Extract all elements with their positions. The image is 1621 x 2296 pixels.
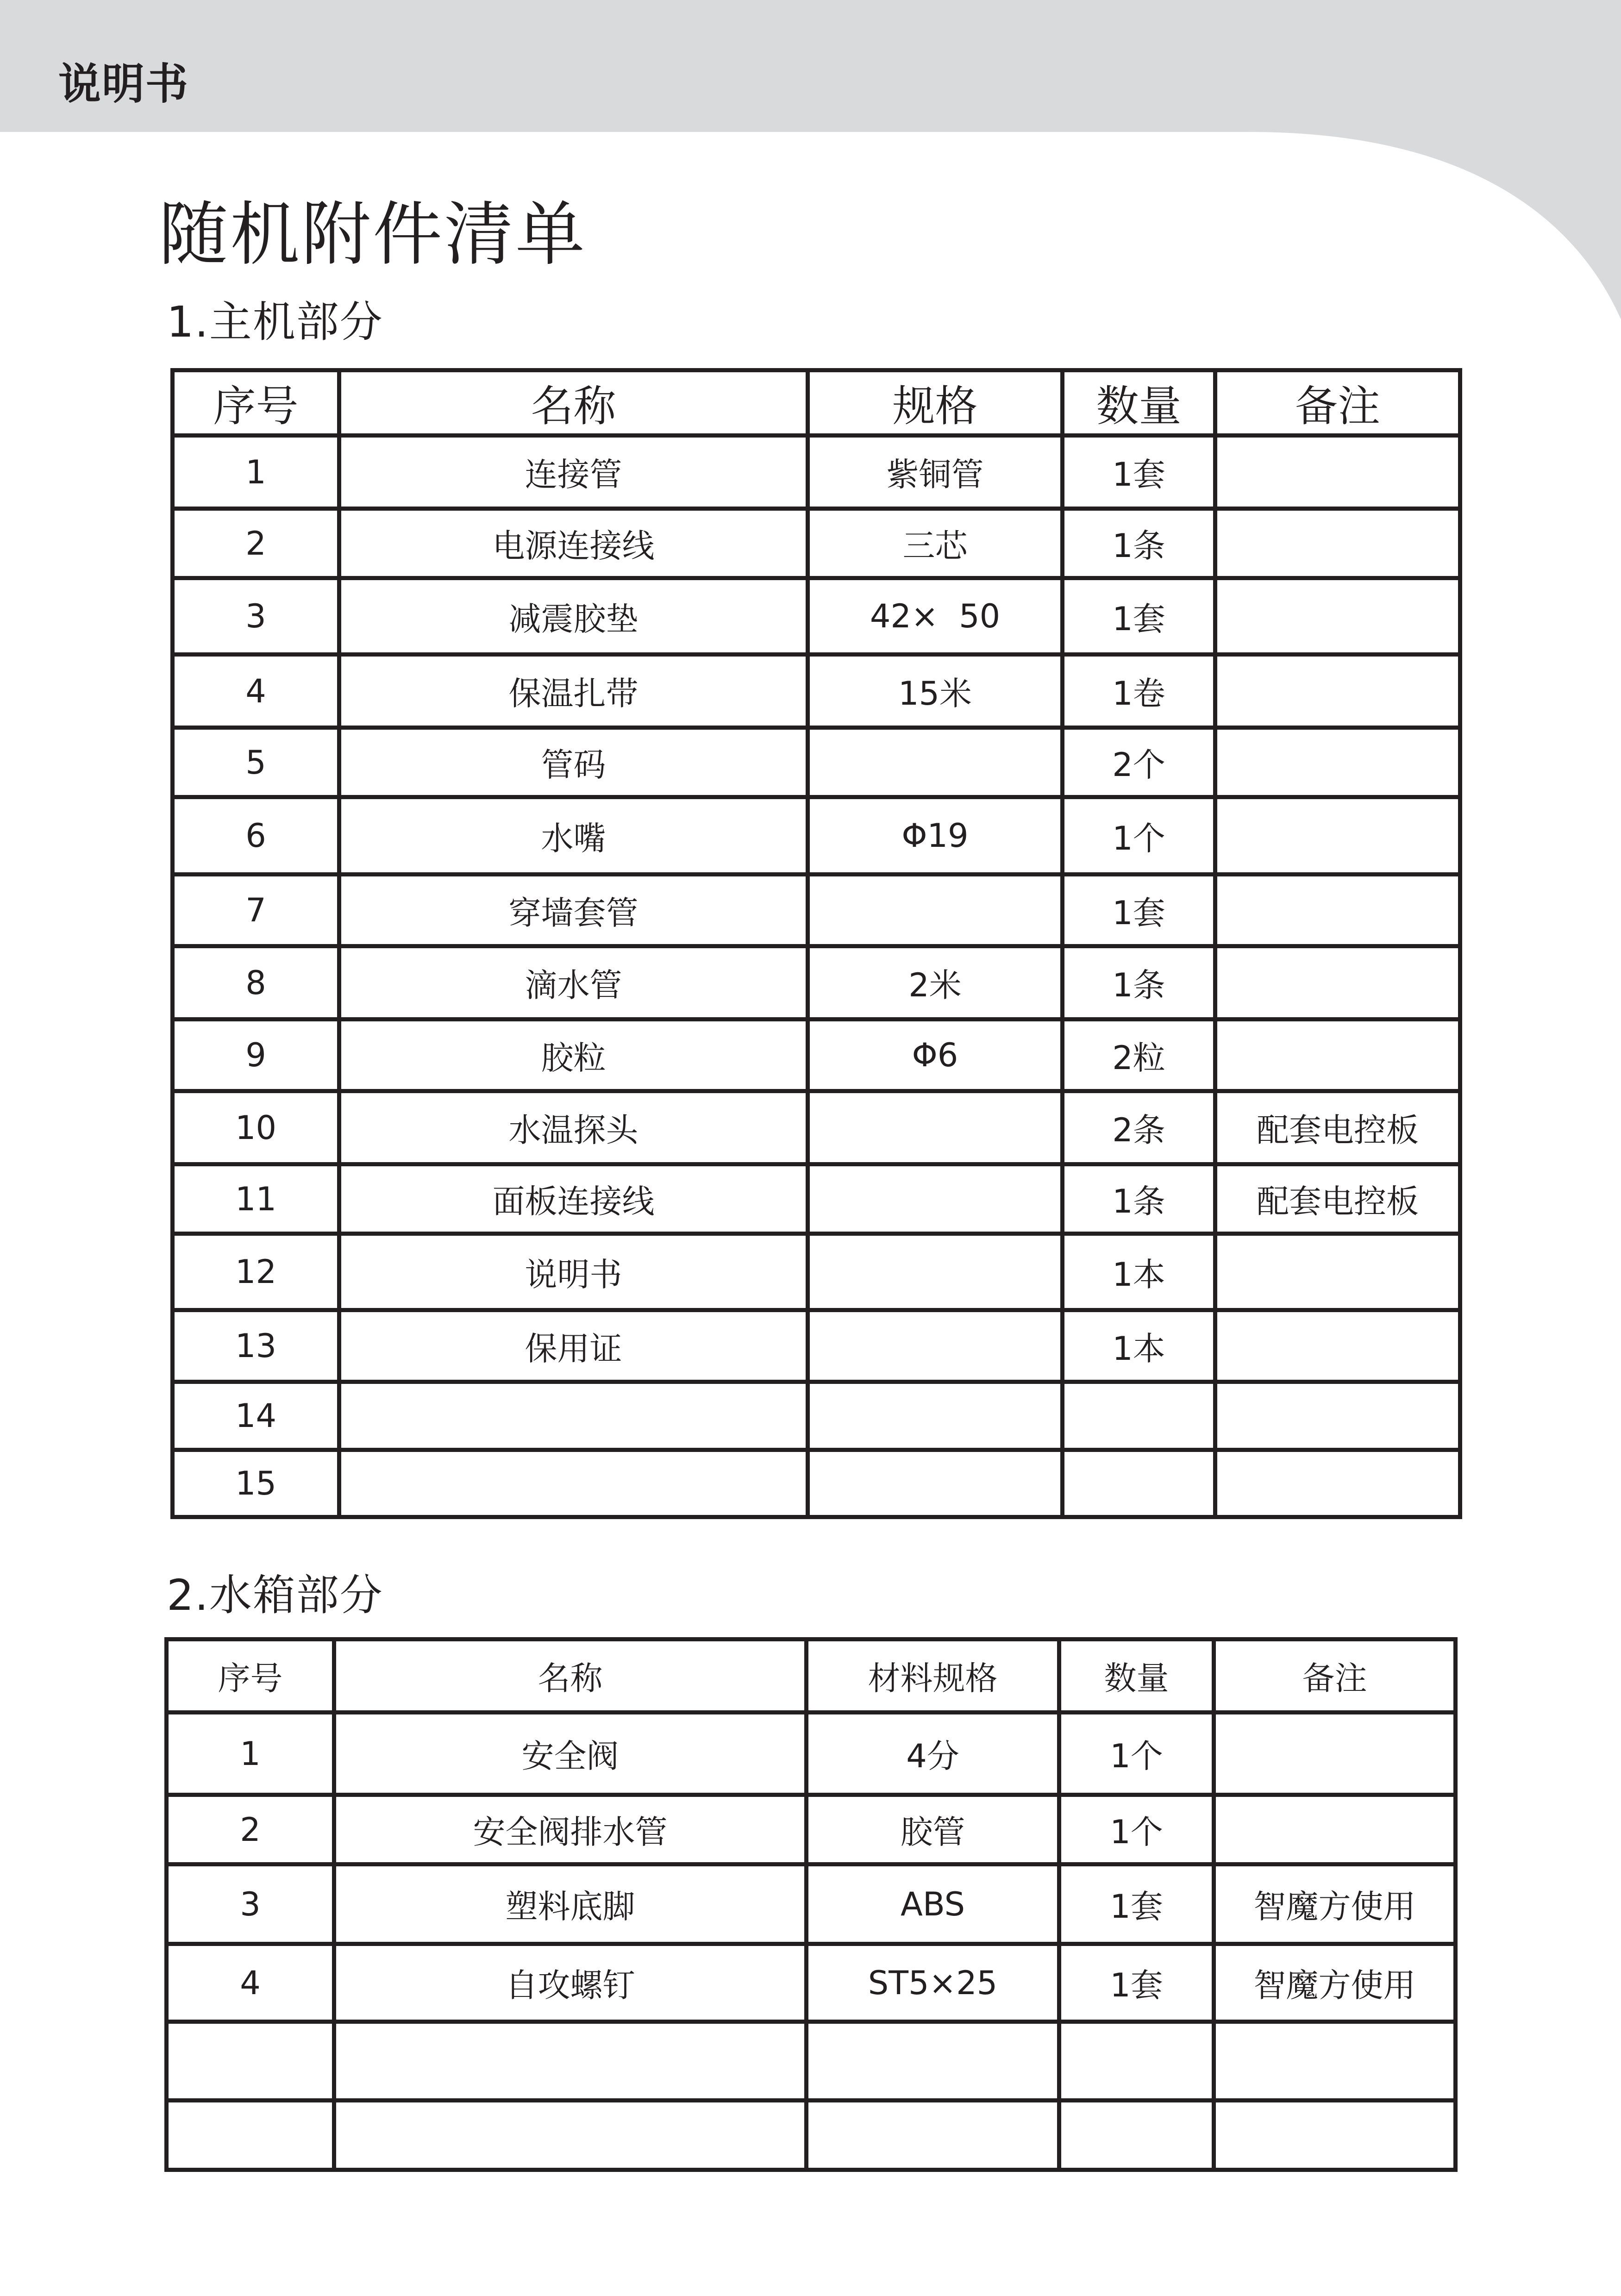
table-cell: 配套电控板 — [1215, 1091, 1460, 1164]
table-cell: 自攻螺钉 — [334, 1944, 807, 2022]
table-cell — [807, 2101, 1059, 2170]
table-cell — [1215, 436, 1460, 509]
table-cell: 穿墙套管 — [339, 875, 808, 946]
table-cell: 滴水管 — [339, 946, 808, 1020]
table-row — [167, 1795, 1456, 1864]
table-cell: 紫铜管 — [808, 436, 1063, 509]
accessory-table-water-tank — [164, 1637, 1458, 2172]
table-cell — [1063, 1450, 1215, 1517]
table-cell — [1063, 1382, 1215, 1450]
column-header: 序号 — [173, 370, 339, 436]
table-cell: 面板连接线 — [339, 1164, 808, 1234]
table-row — [167, 1864, 1456, 1944]
table-cell: 2条 — [1063, 1091, 1215, 1164]
table-cell — [1215, 1234, 1460, 1310]
table-cell: 1条 — [1063, 1164, 1215, 1234]
column-header: 备注 — [1215, 370, 1460, 436]
page-title: 随机附件清单 — [159, 194, 587, 275]
table-cell: 电源连接线 — [339, 509, 808, 578]
table-cell: 配套电控板 — [1215, 1164, 1460, 1234]
table-header-row — [167, 1639, 1456, 1713]
table-cell — [808, 1234, 1063, 1310]
table-cell: 1套 — [1063, 578, 1215, 655]
table-row — [173, 1164, 1460, 1234]
table-cell: 8 — [173, 946, 339, 1020]
table-cell — [1215, 946, 1460, 1020]
table-cell: 1套 — [1059, 1864, 1214, 1944]
table-cell: 6 — [173, 797, 339, 875]
table-cell: 10 — [173, 1091, 339, 1164]
table-cell: 11 — [173, 1164, 339, 1234]
table-cell: 1条 — [1063, 946, 1215, 1020]
table-cell: 5 — [173, 728, 339, 797]
accessory-table-host-unit — [170, 368, 1462, 1519]
table-cell: 1本 — [1063, 1310, 1215, 1382]
column-header: 材料规格 — [807, 1639, 1059, 1713]
table-row — [173, 1310, 1460, 1382]
table-cell — [1215, 1382, 1460, 1450]
table-row — [173, 655, 1460, 728]
table-cell — [1214, 2022, 1456, 2101]
column-header: 名称 — [339, 370, 808, 436]
table-cell — [167, 2022, 334, 2101]
table-cell: 3 — [173, 578, 339, 655]
table-cell — [1215, 875, 1460, 946]
table-row — [173, 1091, 1460, 1164]
table-cell — [1214, 1713, 1456, 1795]
table-cell: 减震胶垫 — [339, 578, 808, 655]
column-header: 数量 — [1063, 370, 1215, 436]
table-cell: 1 — [173, 436, 339, 509]
table-cell: 连接管 — [339, 436, 808, 509]
table-cell: 1套 — [1063, 436, 1215, 509]
table-cell: ABS — [807, 1864, 1059, 1944]
table-cell: 保温扎带 — [339, 655, 808, 728]
table-cell: 智魔方使用 — [1214, 1864, 1456, 1944]
table-cell: 智魔方使用 — [1214, 1944, 1456, 2022]
table-row — [173, 1450, 1460, 1517]
table-cell: 1条 — [1063, 509, 1215, 578]
table-row — [173, 578, 1460, 655]
table-cell — [1215, 655, 1460, 728]
table-cell — [1059, 2022, 1214, 2101]
column-header: 序号 — [167, 1639, 334, 1713]
column-header: 规格 — [808, 370, 1063, 436]
table-row — [173, 436, 1460, 509]
column-header: 名称 — [334, 1639, 807, 1713]
table-cell — [807, 2022, 1059, 2101]
table-row — [173, 509, 1460, 578]
table-cell — [1215, 797, 1460, 875]
table-cell: 三芯 — [808, 509, 1063, 578]
table-cell: 2米 — [808, 946, 1063, 1020]
table-cell: 1套 — [1059, 1944, 1214, 2022]
table-cell: ST5×25 — [807, 1944, 1059, 2022]
table-cell: 4 — [173, 655, 339, 728]
table-cell: 2个 — [1063, 728, 1215, 797]
table-cell: 水嘴 — [339, 797, 808, 875]
table-cell: 2粒 — [1063, 1020, 1215, 1091]
table-cell — [167, 2101, 334, 2170]
table-cell: 水温探头 — [339, 1091, 808, 1164]
table-cell: 13 — [173, 1310, 339, 1382]
table-cell: 管码 — [339, 728, 808, 797]
table-cell — [334, 2022, 807, 2101]
table-cell — [808, 728, 1063, 797]
section-heading-host-unit: 1.主机部分 — [167, 297, 383, 347]
table-cell: 2 — [173, 509, 339, 578]
table-cell — [339, 1450, 808, 1517]
table-cell: Φ6 — [808, 1020, 1063, 1091]
table-cell: 15 — [173, 1450, 339, 1517]
table-cell: 塑料底脚 — [334, 1864, 807, 1944]
table-cell — [1059, 2101, 1214, 2170]
table-cell — [1215, 1310, 1460, 1382]
column-header: 备注 — [1214, 1639, 1456, 1713]
table-cell — [1214, 2101, 1456, 2170]
table-row — [173, 1382, 1460, 1450]
table-cell: 2 — [167, 1795, 334, 1864]
table-cell: 3 — [167, 1864, 334, 1944]
table-cell: 胶粒 — [339, 1020, 808, 1091]
table-cell — [808, 1091, 1063, 1164]
table-cell — [1215, 1020, 1460, 1091]
section-heading-water-tank: 2.水箱部分 — [167, 1570, 383, 1620]
table-cell — [334, 2101, 807, 2170]
table-cell: 1本 — [1063, 1234, 1215, 1310]
table-cell: 1个 — [1059, 1795, 1214, 1864]
table-cell — [1215, 728, 1460, 797]
table-cell — [808, 1310, 1063, 1382]
table-row — [173, 1020, 1460, 1091]
table-cell — [808, 875, 1063, 946]
header-label: 说明书 — [58, 59, 189, 109]
table-cell: 15米 — [808, 655, 1063, 728]
table-cell — [808, 1450, 1063, 1517]
table-cell — [339, 1382, 808, 1450]
table-row — [167, 2101, 1456, 2170]
table-cell: 14 — [173, 1382, 339, 1450]
table-row — [173, 797, 1460, 875]
table-row — [173, 875, 1460, 946]
table-cell: 胶管 — [807, 1795, 1059, 1864]
table-cell: 1个 — [1059, 1713, 1214, 1795]
table-cell: 1个 — [1063, 797, 1215, 875]
table-cell: 7 — [173, 875, 339, 946]
table-cell: 1 — [167, 1713, 334, 1795]
table-cell — [808, 1164, 1063, 1234]
table-row — [173, 946, 1460, 1020]
table-row — [173, 728, 1460, 797]
table-cell: 4 — [167, 1944, 334, 2022]
table-cell — [808, 1382, 1063, 1450]
table-cell: 安全阀排水管 — [334, 1795, 807, 1864]
table-cell — [1214, 1795, 1456, 1864]
table-cell: Φ19 — [808, 797, 1063, 875]
column-header: 数量 — [1059, 1639, 1214, 1713]
table-row — [167, 2022, 1456, 2101]
table-cell: 12 — [173, 1234, 339, 1310]
table-cell: 安全阀 — [334, 1713, 807, 1795]
table-cell — [1215, 509, 1460, 578]
table-cell: 1套 — [1063, 875, 1215, 946]
table-cell: 9 — [173, 1020, 339, 1091]
table-cell — [1215, 1450, 1460, 1517]
table-cell: 42× 50 — [808, 578, 1063, 655]
table-row — [173, 1234, 1460, 1310]
table-row — [167, 1713, 1456, 1795]
table-cell: 1卷 — [1063, 655, 1215, 728]
table-row — [167, 1944, 1456, 2022]
table-cell: 保用证 — [339, 1310, 808, 1382]
table-cell: 4分 — [807, 1713, 1059, 1795]
table-cell — [1215, 578, 1460, 655]
table-cell: 说明书 — [339, 1234, 808, 1310]
table-header-row — [173, 370, 1460, 436]
